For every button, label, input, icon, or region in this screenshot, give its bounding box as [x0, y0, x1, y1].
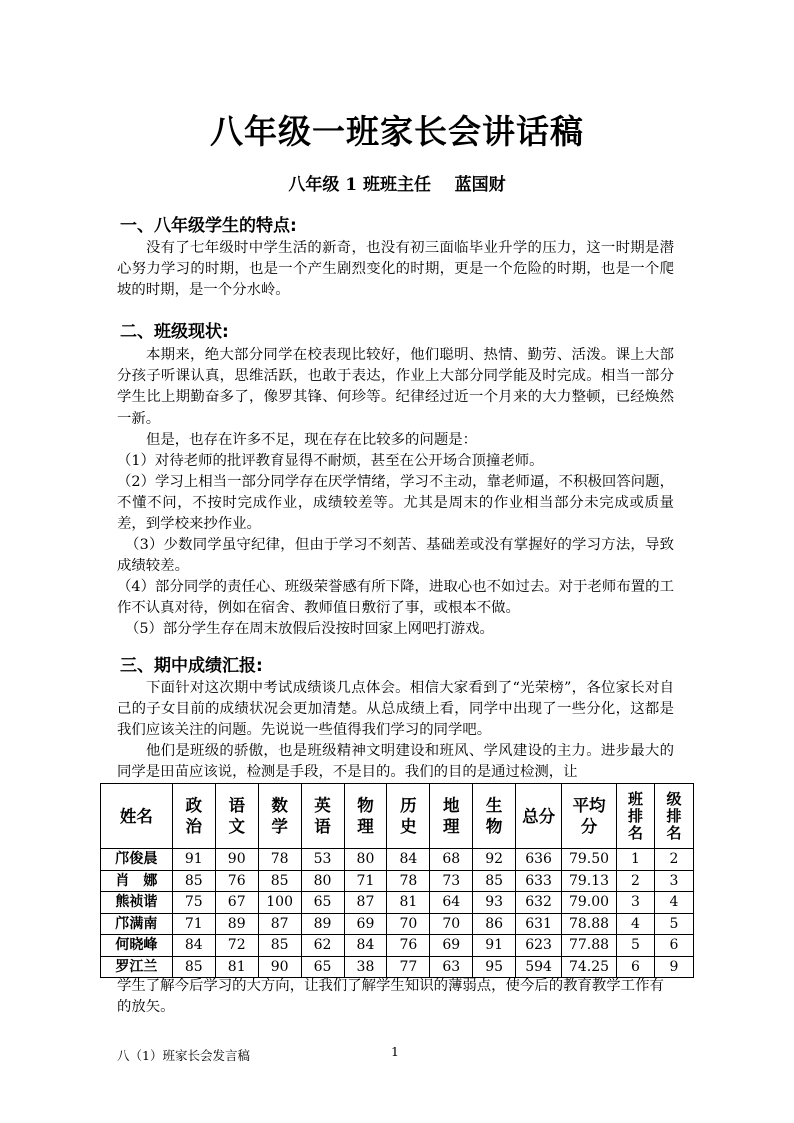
table-cell: 63 [430, 956, 473, 978]
footer-label: 八（1）班家长会发言稿 [117, 1048, 250, 1063]
document-title: 八年级一班家长会讲话稿 [210, 112, 584, 151]
table-cell: 2 [617, 870, 655, 892]
table-cell: 92 [473, 849, 516, 871]
table-row [101, 892, 694, 914]
table-cell: 74.25 [562, 956, 617, 978]
table-cell: 69 [344, 913, 387, 935]
table-cell: 80 [301, 870, 344, 892]
table-cell: 81 [215, 956, 258, 978]
table-cell: 91 [473, 935, 516, 957]
table-cell: 90 [215, 849, 258, 871]
table-cell: 3 [617, 892, 655, 914]
table-header-cell: 生 物 [473, 784, 516, 849]
table-header-cell: 总分 [516, 784, 562, 849]
table-cell: 79.50 [562, 849, 617, 871]
student-name-cell: 邝俊晨 [101, 849, 173, 871]
table-cell: 65 [301, 892, 344, 914]
table-cell: 85 [258, 935, 301, 957]
table-header-cell: 数 学 [258, 784, 301, 849]
table-cell: 95 [473, 956, 516, 978]
table-cell: 6 [617, 956, 655, 978]
table-cell: 68 [430, 849, 473, 871]
table-cell: 76 [387, 935, 430, 957]
table-header-cell: 政 治 [172, 784, 215, 849]
table-cell: 594 [516, 956, 562, 978]
table-cell: 73 [430, 870, 473, 892]
table-cell: 71 [344, 870, 387, 892]
student-name-cell: 罗江兰 [101, 956, 173, 978]
table-cell: 3 [654, 870, 693, 892]
table-cell: 5 [654, 913, 693, 935]
table-cell: 85 [172, 870, 215, 892]
table-cell: 53 [301, 849, 344, 871]
table-cell: 81 [387, 892, 430, 914]
table-header-cell: 姓名 [101, 784, 173, 849]
table-cell: 85 [258, 870, 301, 892]
table-cell: 65 [301, 956, 344, 978]
table-cell: 631 [516, 913, 562, 935]
section-heading-2: 二、班级现状: [120, 322, 229, 342]
section-2-paragraph-2: 但是，也存在许多不足，现在存在比较多的问题是： [146, 432, 477, 448]
table-cell: 633 [516, 870, 562, 892]
table-cell: 89 [301, 913, 344, 935]
table-cell: 100 [258, 892, 301, 914]
table-cell: 87 [258, 913, 301, 935]
issue-item-4: （4）部分同学的责任心、班级荣誉感有所下降，进取心也不如过去。对于老师布置的工作不认真对待，例如在宿舍、教师值日敷衍了事，或根本不做。 [117, 579, 674, 617]
section-heading-3: 三、期中成绩汇报: [120, 656, 263, 676]
table-cell: 70 [430, 913, 473, 935]
issue-item-2: （2）学习上相当一部分同学存在厌学情绪，学习不主动，靠老师逼，不积极回答问题，不懂不问，不按时完成作业，成绩较差等。尤其是周末的作业相当部分未完成或质量差，到学校来抄作业。 [117, 474, 674, 533]
table-header-cell: 级 排 名 [654, 784, 693, 849]
table-cell: 80 [344, 849, 387, 871]
table-header-cell: 英 语 [301, 784, 344, 849]
table-cell: 90 [258, 956, 301, 978]
table-cell: 86 [473, 913, 516, 935]
section-3-paragraph-2: 他们是班级的骄傲，也是班级精神文明建设和班风、学风建设的主力。进步最大的同学是田苗应该说，检测是手段，不是目的。我们的目的是通过检测，让 [117, 743, 674, 781]
table-row [101, 935, 694, 957]
student-name-cell: 熊祯谐 [101, 892, 173, 914]
student-name-cell: 邝满南 [101, 913, 173, 935]
table-cell: 79.00 [562, 892, 617, 914]
table-cell: 76 [215, 870, 258, 892]
student-name-cell: 肖 娜 [101, 870, 173, 892]
table-cell: 84 [172, 935, 215, 957]
table-header-row [101, 784, 694, 849]
table-cell: 6 [654, 935, 693, 957]
table-cell: 72 [215, 935, 258, 957]
table-row [101, 913, 694, 935]
table-cell: 85 [473, 870, 516, 892]
table-cell: 9 [654, 956, 693, 978]
table-row [101, 956, 694, 978]
table-cell: 77.88 [562, 935, 617, 957]
table-header-cell: 历 史 [387, 784, 430, 849]
table-cell: 77 [387, 956, 430, 978]
table-cell: 4 [617, 913, 655, 935]
table-cell: 67 [215, 892, 258, 914]
student-name-cell: 何晓峰 [101, 935, 173, 957]
table-cell: 85 [172, 956, 215, 978]
table-cell: 75 [172, 892, 215, 914]
document-subtitle: 八年级 1 班班主任 蓝国财 [288, 175, 506, 195]
table-cell: 78.88 [562, 913, 617, 935]
table-header-cell: 物 理 [344, 784, 387, 849]
table-header-cell: 平均 分 [562, 784, 617, 849]
table-cell: 5 [617, 935, 655, 957]
table-cell: 636 [516, 849, 562, 871]
table-cell: 69 [430, 935, 473, 957]
table-cell: 38 [344, 956, 387, 978]
table-header-cell: 地 理 [430, 784, 473, 849]
table-row [101, 849, 694, 871]
table-cell: 89 [215, 913, 258, 935]
section-heading-1: 一、八年级学生的特点: [120, 216, 297, 236]
table-cell: 78 [258, 849, 301, 871]
table-cell: 62 [301, 935, 344, 957]
table-cell: 632 [516, 892, 562, 914]
section-3-paragraph-3: 学生了解今后学习的大方向，让我们了解学生知识的薄弱点，使今后的教育教学工作有的放矢。 [117, 978, 664, 1016]
table-cell: 623 [516, 935, 562, 957]
table-cell: 84 [344, 935, 387, 957]
table-cell: 93 [473, 892, 516, 914]
table-cell: 70 [387, 913, 430, 935]
table-cell: 84 [387, 849, 430, 871]
issue-item-1: （1）对待老师的批评教育显得不耐烦，甚至在公开场合顶撞老师。 [117, 453, 544, 469]
table-header-cell: 班 排 名 [617, 784, 655, 849]
table-cell: 64 [430, 892, 473, 914]
table-row [101, 870, 694, 892]
table-cell: 2 [654, 849, 693, 871]
table-cell: 4 [654, 892, 693, 914]
page-number: 1 [391, 1044, 399, 1059]
table-cell: 91 [172, 849, 215, 871]
table-cell: 1 [617, 849, 655, 871]
issue-item-5: （5）部分学生存在周末放假后没按时回家上网吧打游戏。 [125, 621, 494, 637]
table-cell: 71 [172, 913, 215, 935]
table-header-cell: 语 文 [215, 784, 258, 849]
table-cell: 87 [344, 892, 387, 914]
section-3-paragraph-1: 下面针对这次期中考试成绩谈几点体会。相信大家看到了“光荣榜”，各位家长对自己的子女目前的成绩状况会更加清楚。从总成绩上看，同学中出现了一些分化，这都是我们应该关注的问题。先说说一些值得我们学习的同学吧。 [117, 680, 674, 739]
table-cell: 79.13 [562, 870, 617, 892]
issue-item-3: （3）少数同学虽守纪律，但由于学习不刻苦、基础差或没有掌握好的学习方法，导致成绩较差。 [117, 537, 674, 575]
table-cell: 78 [387, 870, 430, 892]
section-1-paragraph: 没有了七年级时中学生活的新奇，也没有初三面临毕业升学的压力，这一时期是潜心努力学习的时期，也是一个产生剧烈变化的时期，更是一个危险的时期，也是一个爬坡的时期，是一个分水岭。 [117, 240, 674, 299]
score-table [100, 783, 694, 978]
section-2-paragraph-1: 本期来，绝大部分同学在校表现比较好，他们聪明、热情、勤劳、活泼。课上大部分孩子听课认真，思维活跃，也敢于表达，作业上大部分同学能及时完成。相当一部分学生比上期勤奋多了，像罗其锋、何珍等。纪律经过近一个月来的大力整顿，已经焕然一新。 [117, 347, 674, 427]
